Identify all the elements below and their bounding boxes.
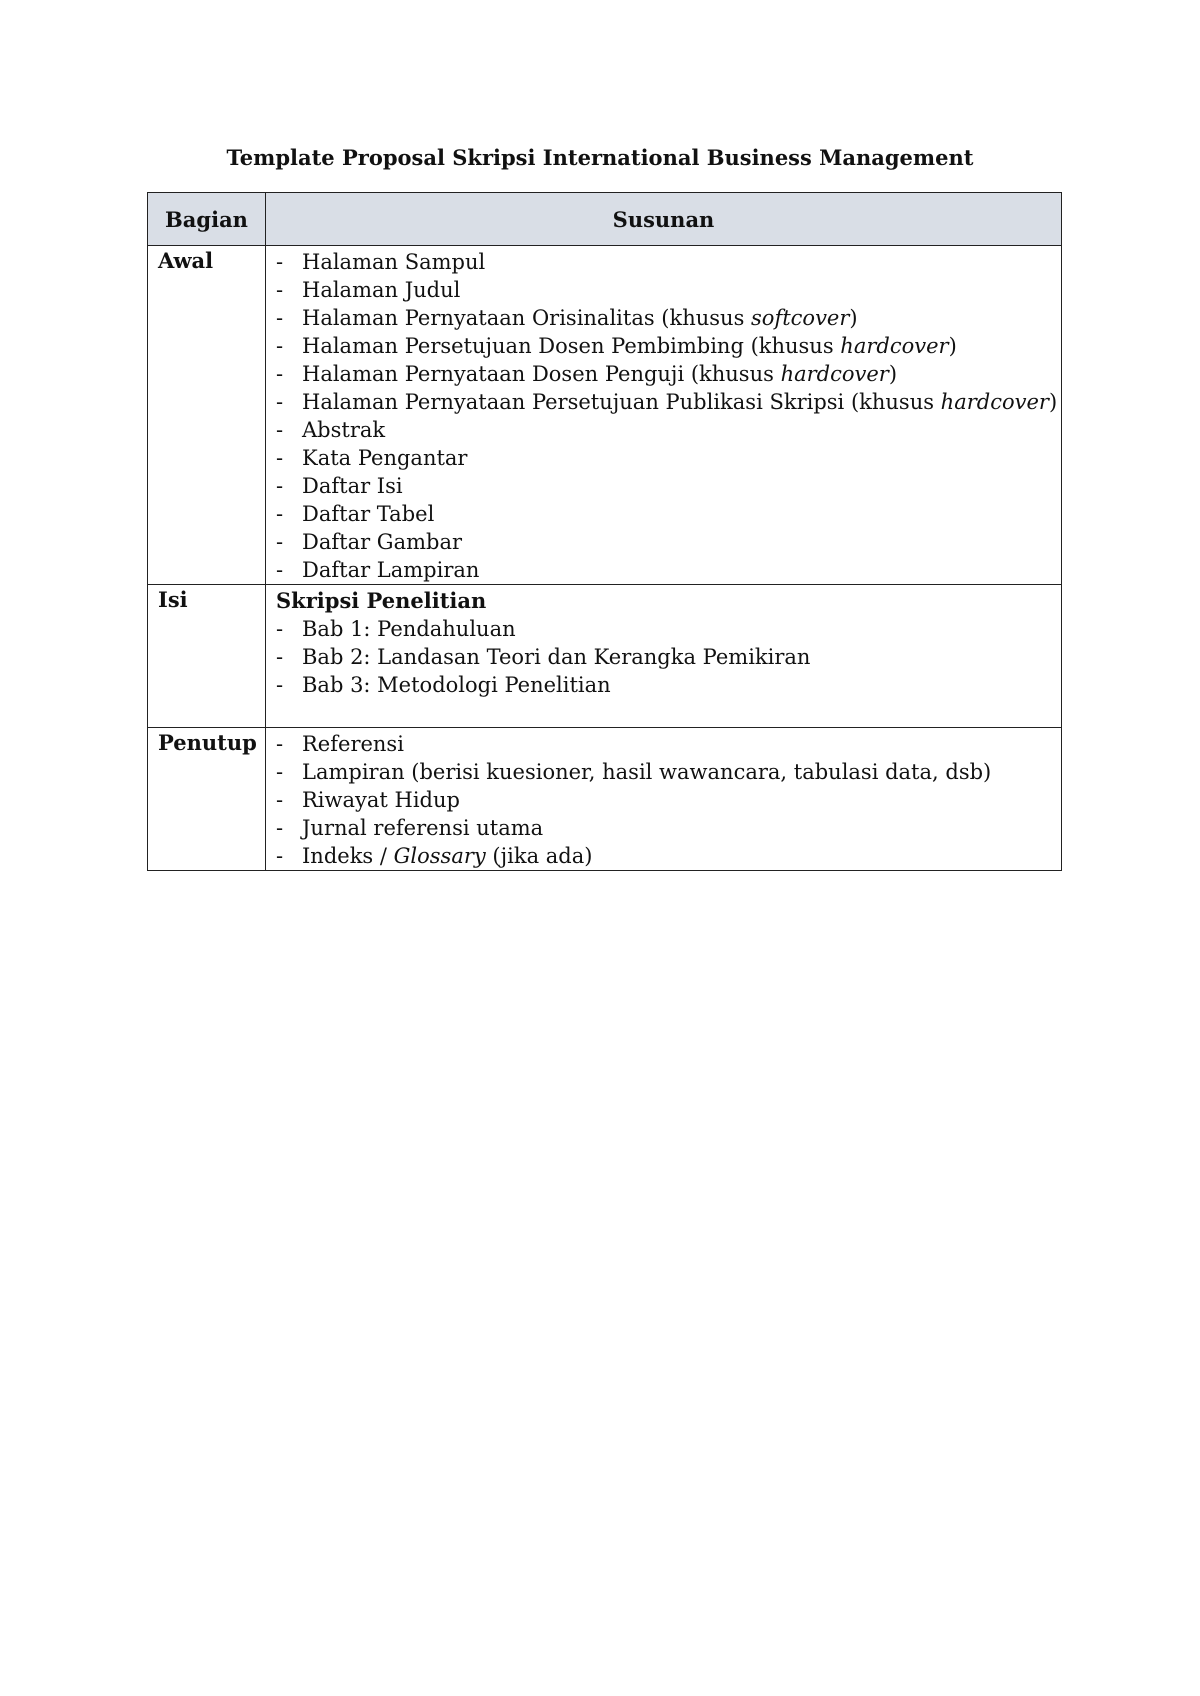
section-label-isi: Isi — [148, 585, 266, 728]
outline-table — [147, 192, 1062, 871]
list-item — [276, 528, 1051, 556]
item-text: Indeks / — [302, 844, 394, 868]
page-title: Template Proposal Skripsi International Business Management — [226, 145, 974, 170]
list-item — [276, 643, 1051, 671]
header-susunan: Susunan — [266, 193, 1062, 246]
section-label-penutup: Penutup — [148, 728, 266, 871]
list-item — [276, 556, 1051, 584]
bullet-dash: - — [276, 334, 284, 358]
item-text: Halaman Pernyataan Persetujuan Publikasi Skripsi (khusus — [302, 390, 941, 414]
item-text: Halaman Pernyataan Orisinalitas (khusus — [302, 306, 752, 330]
item-text: Daftar Isi — [302, 474, 403, 498]
bullet-dash: - — [276, 474, 284, 498]
item-text: ) — [849, 306, 858, 330]
section-content-awal — [266, 246, 1062, 585]
item-text: Bab 1: Pendahuluan — [302, 617, 516, 641]
item-text-italic: hardcover — [780, 362, 889, 386]
item-text: Kata Pengantar — [302, 446, 468, 470]
item-text: ) — [888, 362, 898, 386]
item-text: Bab 3: Metodologi Penelitian — [302, 673, 611, 697]
item-list — [276, 730, 1051, 870]
item-text: Halaman Persetujuan Dosen Pembimbing (khusus — [302, 334, 841, 358]
list-item — [276, 730, 1051, 758]
list-item — [276, 472, 1051, 500]
list-item — [276, 615, 1051, 643]
blank-line — [276, 699, 1051, 727]
section-content-isi — [266, 585, 1062, 728]
bullet-dash: - — [276, 558, 284, 582]
bullet-dash: - — [276, 760, 284, 784]
item-text-italic: Glossary — [393, 844, 486, 868]
section-subheading: Skripsi Penelitian — [276, 588, 487, 613]
item-text-italic: hardcover — [940, 390, 1049, 414]
list-item — [276, 304, 1051, 332]
bullet-dash: - — [276, 306, 284, 330]
bullet-dash: - — [276, 673, 284, 697]
list-item — [276, 786, 1051, 814]
item-text: Halaman Judul — [302, 278, 461, 302]
section-label-awal: Awal — [148, 246, 266, 585]
list-item — [276, 276, 1051, 304]
item-text: Daftar Lampiran — [302, 558, 480, 582]
list-item — [276, 444, 1051, 472]
item-text: Lampiran (berisi kuesioner, hasil wawancara, tabulasi data, dsb) — [302, 760, 992, 784]
item-text-italic: hardcover — [840, 334, 949, 358]
item-text: ) — [1048, 390, 1058, 414]
item-text: Abstrak — [302, 418, 386, 442]
bullet-dash: - — [276, 362, 284, 386]
bullet-dash: - — [276, 617, 284, 641]
bullet-dash: - — [276, 732, 284, 756]
list-item — [276, 360, 1051, 388]
bullet-dash: - — [276, 844, 284, 868]
item-text: Riwayat Hidup — [302, 788, 460, 812]
bullet-dash: - — [276, 530, 284, 554]
item-text: (jika ada) — [485, 844, 593, 868]
section-content-penutup — [266, 728, 1062, 871]
item-text: Halaman Sampul — [302, 250, 486, 274]
item-text: Daftar Gambar — [302, 530, 463, 554]
item-list — [276, 615, 1051, 699]
bullet-dash: - — [276, 502, 284, 526]
item-text: Jurnal referensi utama — [302, 816, 544, 840]
bullet-dash: - — [276, 390, 284, 414]
list-item — [276, 332, 1051, 360]
item-text-italic: softcover — [751, 306, 850, 330]
list-item — [276, 388, 1058, 416]
list-item — [276, 842, 1051, 870]
item-text: ) — [948, 334, 957, 358]
bullet-dash: - — [276, 446, 284, 470]
bullet-dash: - — [276, 278, 284, 302]
bullet-dash: - — [276, 788, 284, 812]
bullet-dash: - — [276, 645, 284, 669]
bullet-dash: - — [276, 816, 284, 840]
list-item — [276, 416, 1051, 444]
bullet-dash: - — [276, 418, 284, 442]
item-text: Bab 2: Landasan Teori dan Kerangka Pemikiran — [302, 645, 811, 669]
table-row-awal — [148, 246, 1062, 585]
list-item — [276, 758, 1051, 786]
item-text: Halaman Pernyataan Dosen Penguji (khusus — [302, 362, 781, 386]
table-row-penutup — [148, 728, 1062, 871]
bullet-dash: - — [276, 250, 284, 274]
header-bagian: Bagian — [148, 193, 266, 246]
list-item — [276, 500, 1051, 528]
item-text: Daftar Tabel — [302, 502, 435, 526]
table-header-row — [148, 193, 1062, 246]
table-row-isi — [148, 585, 1062, 728]
item-list — [276, 248, 1058, 584]
list-item — [276, 671, 1051, 699]
list-item — [276, 248, 1051, 276]
item-text: Referensi — [302, 732, 404, 756]
list-item — [276, 814, 1051, 842]
